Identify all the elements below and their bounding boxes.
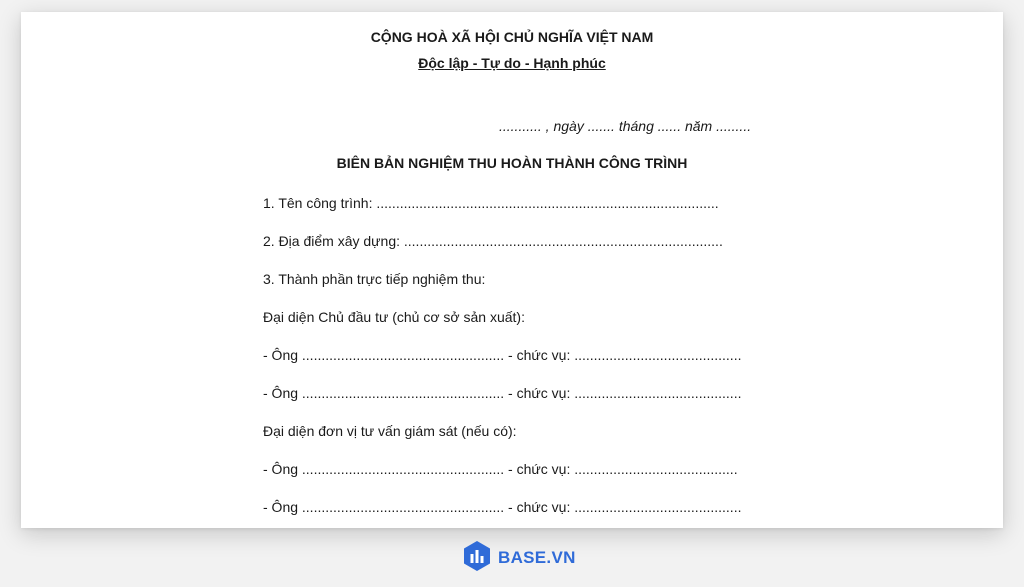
supervisor-representative-line: - Ông .................................................... - chức vụ: .......................................... <box>263 461 738 477</box>
date-line: ........... , ngày ....... tháng ...... năm ......... <box>499 118 752 134</box>
item-participants: 3. Thành phần trực tiếp nghiệm thu: <box>263 271 486 287</box>
document-title: BIÊN BẢN NGHIỆM THU HOÀN THÀNH CÔNG TRÌNH <box>336 155 688 171</box>
item-location: 2. Địa điểm xây dựng: .................................................................................. <box>263 233 723 249</box>
investor-representative-line: - Ông .................................................... - chức vụ: ........................................... <box>263 385 742 401</box>
national-title: CỘNG HOÀ XÃ HỘI CHỦ NGHĨA VIỆT NAM <box>370 29 654 45</box>
investor-representative-line: - Ông .................................................... - chức vụ: ........................................... <box>263 347 742 363</box>
brand-name: BASE.VN <box>498 548 576 567</box>
supervisor-representative-line: - Ông .................................................... - chức vụ: ........................................... <box>263 499 742 515</box>
supervisor-representative-heading: Đại diện đơn vị tư vấn giám sát (nếu có): <box>263 423 517 439</box>
item-project-name: 1. Tên công trình: ........................................................................................ <box>263 195 719 211</box>
investor-representative-heading: Đại diện Chủ đầu tư (chủ cơ sở sản xuất): <box>263 309 525 325</box>
document-page <box>21 12 1003 528</box>
brand-logo <box>462 542 576 574</box>
motto: Độc lập - Tự do - Hạnh phúc <box>418 55 606 71</box>
base-logo-icon <box>462 540 492 577</box>
